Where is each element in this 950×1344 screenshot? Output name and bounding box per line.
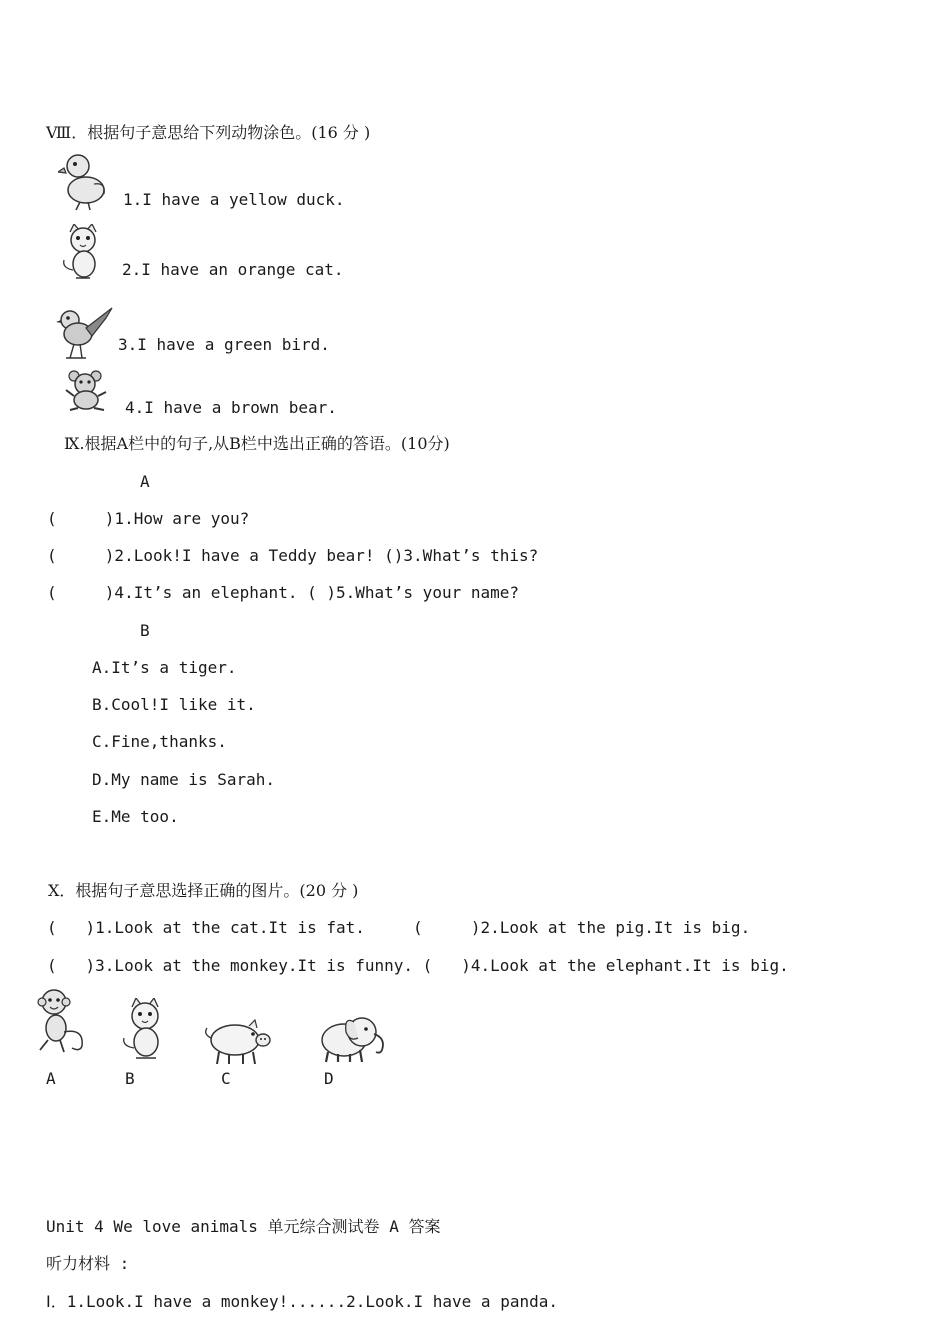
section9-a-row-2: ( )2.Look!I have a Teddy bear! ()3.What’s this? — [47, 546, 539, 565]
monkey-icon — [34, 988, 90, 1054]
section8-item-1: 1.I have a yellow duck. — [123, 190, 345, 209]
section8-item-3: 3.I have a green bird. — [118, 335, 330, 354]
section9-col-a: A — [140, 472, 150, 491]
pic-label-b: B — [125, 1069, 135, 1088]
duck-icon — [58, 152, 110, 212]
section9-b-row-c: C.Fine,thanks. — [92, 732, 227, 751]
pic-label-c: C — [221, 1069, 231, 1088]
pig-icon — [203, 1018, 273, 1066]
cat-icon — [60, 224, 106, 282]
section10-row-2: ( )3.Look at the monkey.It is funny. ( )4.Look at the elephant.It is big. — [47, 956, 789, 975]
section9-heading: Ⅸ.根据A栏中的句子,从B栏中选出正确的答语。(10分) — [64, 434, 450, 453]
pic-label-a: A — [46, 1069, 56, 1088]
section9-a-row-1: ( )1.How are you? — [47, 509, 250, 528]
section9-col-b: B — [140, 621, 150, 640]
bear-icon — [64, 370, 108, 412]
cat-icon — [120, 998, 170, 1062]
section10-heading: Ⅹ．根据句子意思选择正确的图片。(20 分 ) — [48, 881, 359, 900]
bird-icon — [56, 306, 114, 360]
answers-title: Unit 4 We love animals 单元综合测试卷 A 答案 — [46, 1217, 441, 1236]
section8-item-4: 4.I have a brown bear. — [125, 398, 337, 417]
listening-label: 听力材料 : — [46, 1254, 130, 1273]
section9-a-row-3: ( )4.It’s an elephant. ( )5.What’s your name? — [47, 583, 520, 602]
section9-b-row-a: A.It’s a tiger. — [92, 658, 237, 677]
section10-row-1: ( )1.Look at the cat.It is fat. ( )2.Look at the pig.It is big. — [47, 918, 751, 937]
pic-label-d: D — [324, 1069, 334, 1088]
section9-b-row-d: D.My name is Sarah. — [92, 770, 276, 789]
elephant-icon — [318, 1014, 390, 1064]
section8-item-2: 2.I have an orange cat. — [122, 260, 344, 279]
answers-line-1: Ⅰ．1.Look.I have a monkey!......2.Look.I have a panda. — [46, 1292, 558, 1311]
section9-b-row-e: E.Me too. — [92, 807, 179, 826]
section9-b-row-b: B.Cool!I like it. — [92, 695, 256, 714]
section8-heading: Ⅷ．根据句子意思给下列动物涂色。(16 分 ) — [46, 123, 371, 142]
